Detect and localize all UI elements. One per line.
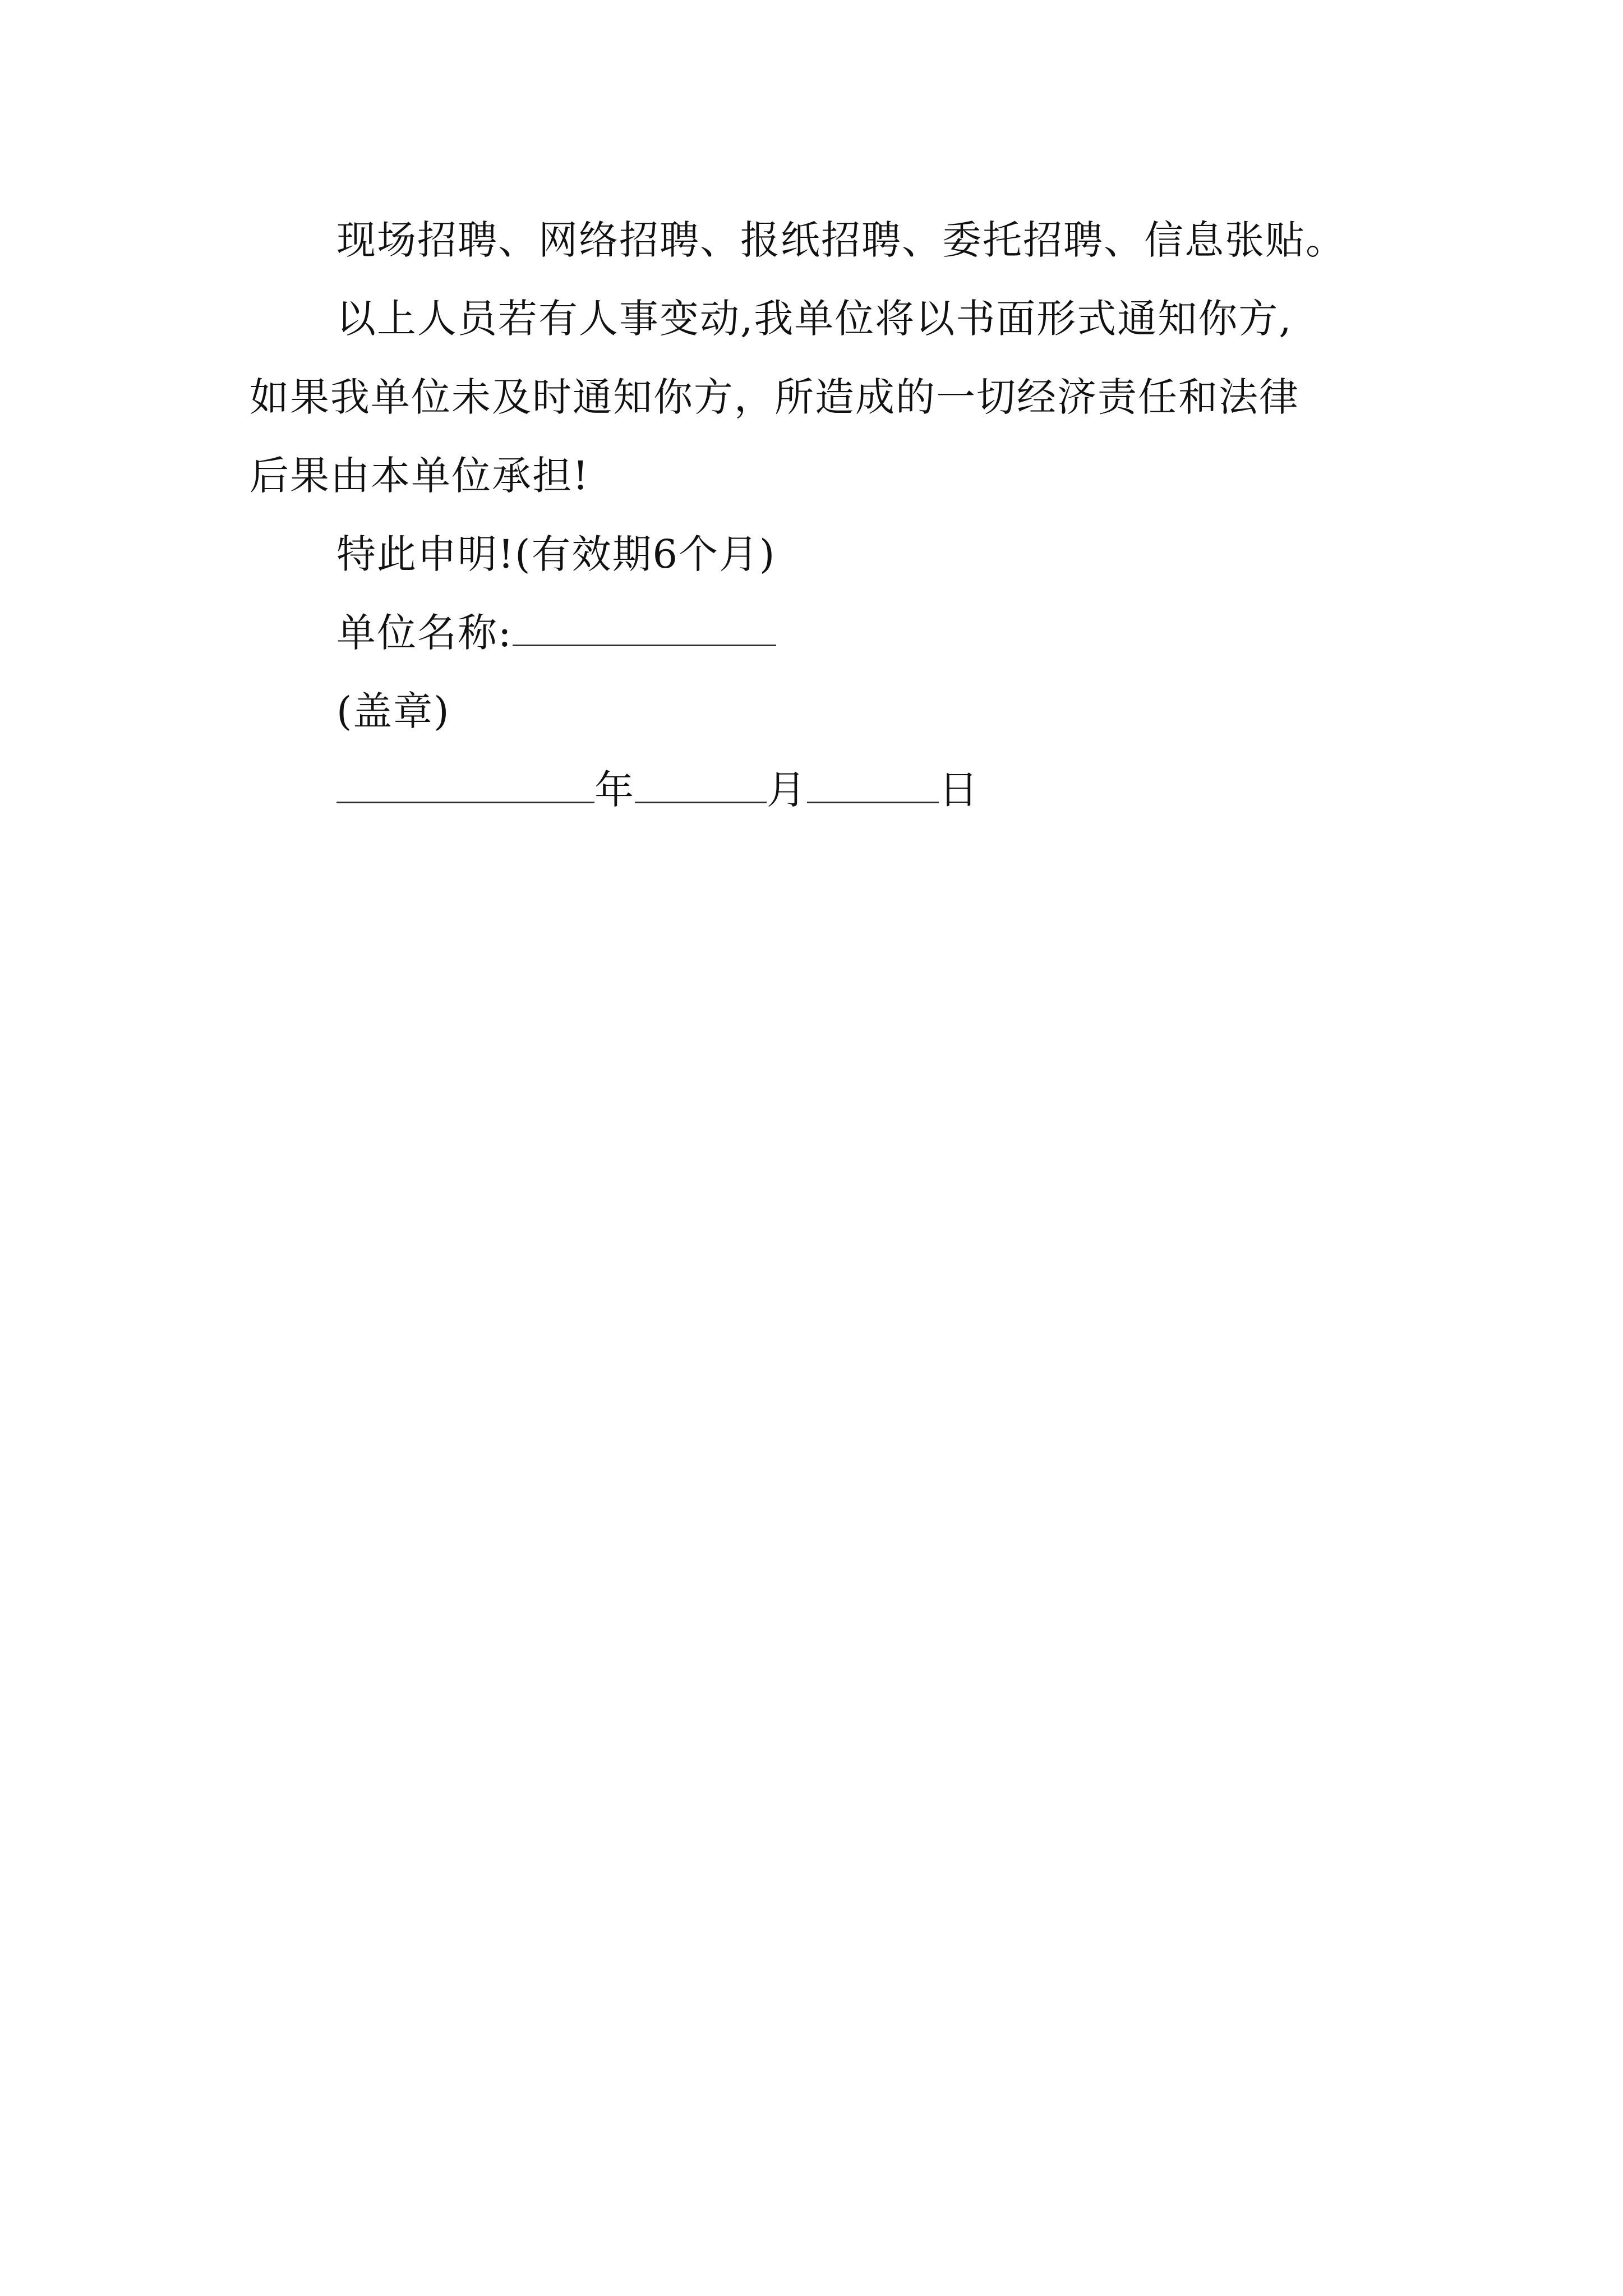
unit-name-label: 单位名称: <box>336 610 513 656</box>
year-label: 年 <box>594 767 635 813</box>
paragraph-notice-line-2: 如果我单位未及时通知你方，所造成的一切经济责任和法律 <box>250 374 1299 420</box>
paragraph-recruitment-channels: 现场招聘、网络招聘、报纸招聘、委托招聘、信息张贴。 <box>336 217 1346 263</box>
unit-name-row <box>336 605 776 661</box>
day-blank <box>807 767 939 803</box>
day-label: 日 <box>939 767 979 813</box>
paragraph-notice-line-3: 后果由本单位承担! <box>250 453 590 499</box>
paragraph-notice-line-1: 以上人员若有人事变动,我单位将以书面形式通知你方, <box>336 296 1293 342</box>
declaration-text: 特此申明!(有效期6个月) <box>336 531 776 577</box>
date-row <box>336 762 979 818</box>
year-blank <box>336 767 594 803</box>
seal-label: (盖章) <box>336 688 450 734</box>
month-label: 月 <box>767 767 807 813</box>
unit-name-blank <box>513 610 776 646</box>
month-blank <box>635 767 767 803</box>
